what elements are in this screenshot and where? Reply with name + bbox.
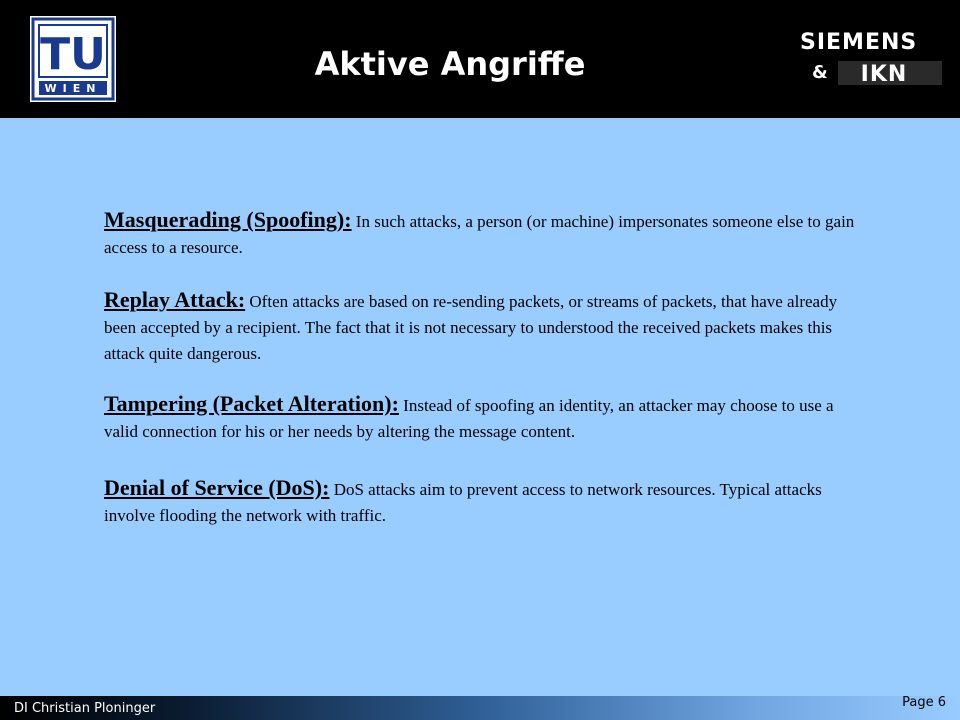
ikn-logo <box>838 61 942 85</box>
siemens-logo: SIEMENS <box>800 30 918 55</box>
masquerading-text: In such attacks, a person (or machine) impersonates someone else to gain access to a resource. <box>104 212 855 257</box>
dos-term: Denial of Service (DoS): <box>104 475 330 500</box>
masquerading-term: Masquerading (Spoofing): <box>104 207 352 232</box>
page-number: Page 6 <box>902 695 946 710</box>
partner-ampersand: & <box>812 62 828 83</box>
tampering-text: Instead of spoofing an identity, an attacker may choose to use a valid connection for his or her needs by altering the message content. <box>104 396 834 441</box>
tu-logo-letters: TU <box>40 29 106 80</box>
page-title: Aktive Angriffe <box>314 45 586 83</box>
tampering-paragraph <box>104 391 864 445</box>
ikn-logo-letters: IKN <box>860 62 908 85</box>
replay-attack-text: Often attacks are based on re-sending packets, or streams of packets, that have already been accepted by a recipient. The fact that it is not necessary to understood the received packets makes this attack quite dangerous. <box>104 292 838 363</box>
ikn-logo-graphic <box>838 61 942 85</box>
replay-attack-term: Replay Attack: <box>104 287 246 312</box>
author-name: DI Christian Ploninger <box>14 701 156 716</box>
replay-attack-paragraph <box>104 287 864 367</box>
header-bar <box>0 0 960 118</box>
slide-body <box>104 207 864 529</box>
tu-logo-wien: WIEN <box>44 82 102 95</box>
masquerading-paragraph <box>104 207 864 261</box>
dos-text: DoS attacks aim to prevent access to network resources. Typical attacks involve flooding the network with traffic. <box>104 480 822 525</box>
dos-paragraph <box>104 475 864 529</box>
tampering-term: Tampering (Packet Alteration): <box>104 391 399 416</box>
